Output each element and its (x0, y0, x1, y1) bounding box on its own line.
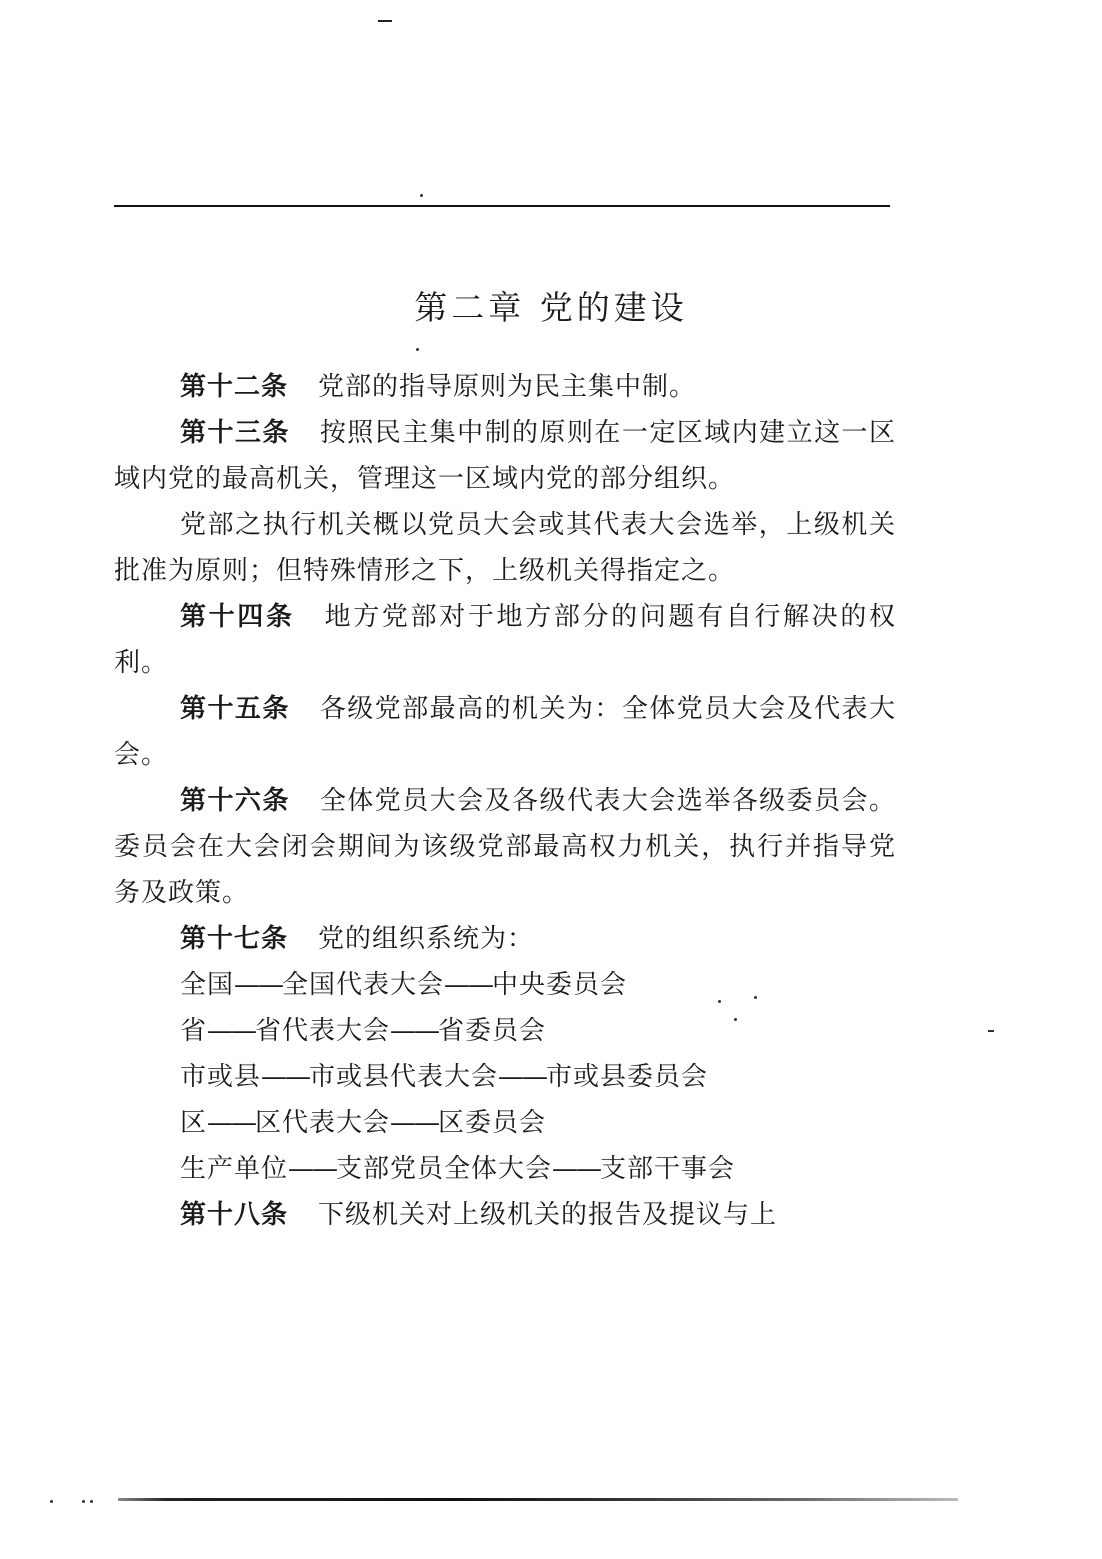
org-line: 生产单位——支部党员全体大会——支部干事会 (180, 1154, 736, 1184)
footer-scan-rule (118, 1498, 958, 1501)
article-text: 全体党员大会及各级代表大会选举各级委员会。委员会在大会闭会期间为该级党部最高权力机关，执行并指导党务及政策。 (114, 786, 896, 908)
article-text: 党的组织系统为： (318, 924, 535, 954)
header-rule (114, 205, 890, 207)
article-13 (114, 410, 896, 502)
org-line: 全国——全国代表大会——中央委员会 (180, 970, 628, 1000)
article-15 (114, 686, 896, 778)
speck (988, 1030, 994, 1032)
top-mark (378, 20, 392, 22)
article-16 (114, 778, 896, 916)
article-14 (114, 594, 896, 686)
article-label: 第十八条 (180, 1200, 289, 1230)
org-line: 市或县——市或县代表大会——市或县委员会 (180, 1062, 709, 1092)
org-system-list (114, 962, 896, 1192)
article-label: 第十七条 (180, 924, 289, 954)
page-body (114, 364, 896, 1238)
article-label: 第十六条 (180, 786, 290, 816)
org-line: 省——省代表大会——省委员会 (180, 1016, 547, 1046)
article-18 (114, 1192, 896, 1238)
speck (420, 194, 423, 197)
speck (50, 1500, 53, 1503)
article-17 (114, 916, 896, 962)
article-text: 下级机关对上级机关的报告及提议与上 (318, 1200, 778, 1230)
article-label: 第十四条 (180, 602, 295, 632)
article-text: 党部之执行机关概以党员大会或其代表大会选举，上级机关批准为原则；但特殊情形之下，上级机关得指定之。 (114, 510, 896, 586)
speck (718, 1000, 721, 1003)
speck (90, 1500, 93, 1503)
article-label: 第十五条 (180, 694, 290, 724)
article-text: 党部的指导原则为民主集中制。 (318, 372, 697, 402)
article-text: 按照民主集中制的原则在一定区域内建立这一区域内党的最高机关，管理这一区域内党的部分组织。 (114, 418, 896, 494)
article-12 (114, 364, 896, 410)
article-text: 地方党部对于地方部分的问题有自行解决的权利。 (114, 602, 896, 678)
org-line: 区——区代表大会——区委员会 (180, 1108, 547, 1138)
article-text: 各级党部最高的机关为：全体党员大会及代表大会。 (114, 694, 896, 770)
speck (734, 1018, 737, 1021)
chapter-title: 第二章 党的建设 (414, 288, 688, 327)
article-label: 第十三条 (180, 418, 290, 448)
speck (754, 996, 757, 999)
article-label: 第十二条 (180, 372, 289, 402)
article-13-para-2 (114, 502, 896, 594)
speck (416, 348, 419, 351)
speck (82, 1500, 85, 1503)
